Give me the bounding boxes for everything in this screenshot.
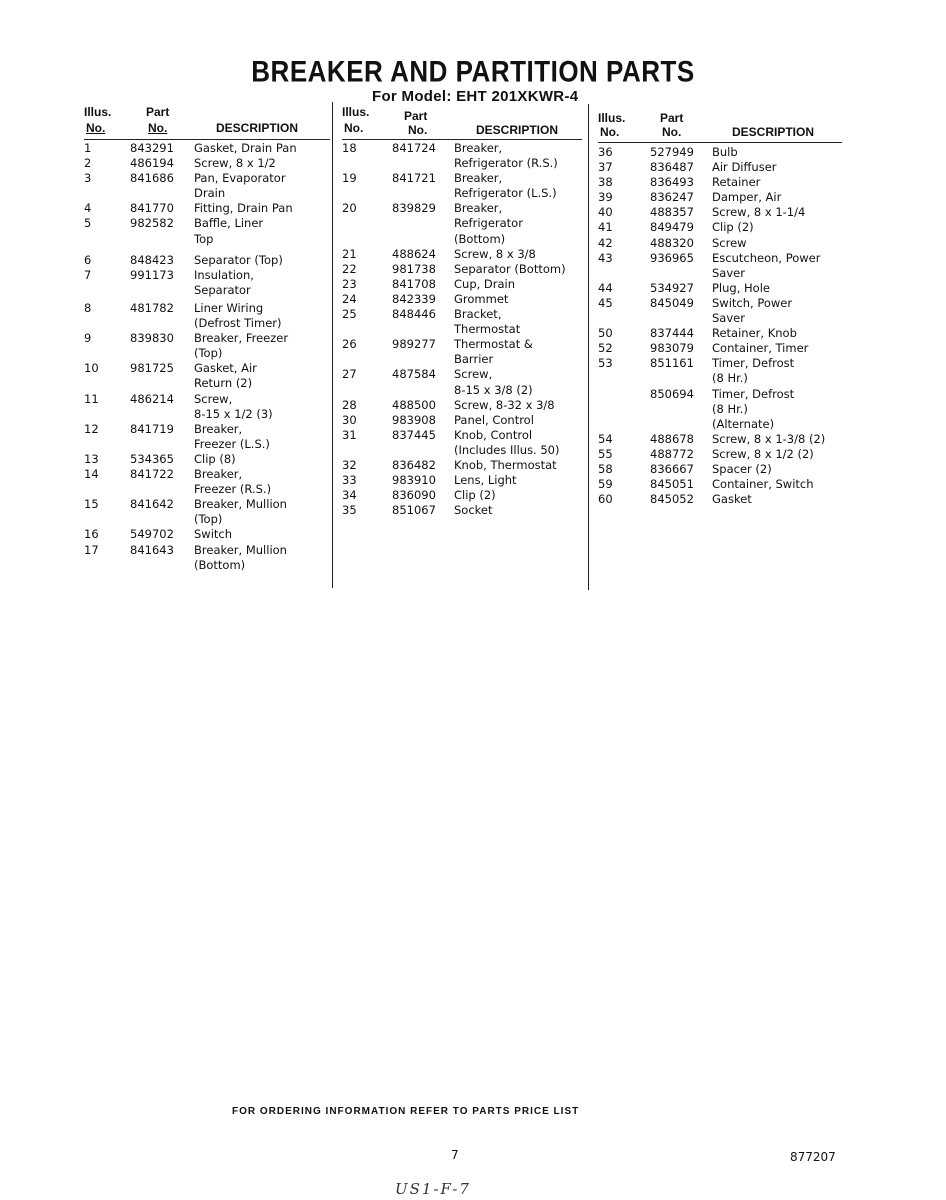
description-header: DESCRIPTION [216, 121, 299, 135]
illus-number: 24 [342, 291, 357, 306]
part-number: 836482 [392, 457, 436, 472]
parts-rows [598, 145, 842, 507]
part-description: Screw, 8 x 1-3/8 (2) [712, 431, 826, 446]
illus-number: 28 [342, 397, 357, 412]
illus-number: 3 [84, 171, 92, 186]
part-number: 486214 [130, 391, 174, 406]
part-number: 487584 [392, 367, 436, 382]
parts-rows [84, 141, 330, 573]
part-row [598, 296, 842, 326]
illus-number: 2 [84, 156, 92, 171]
part-number: 841686 [130, 171, 174, 186]
part-row [84, 392, 330, 422]
part-description: Retainer, Knob [712, 326, 797, 341]
part-description: Grommet [454, 291, 509, 306]
part-description: Knob, Control (Includes Illus. 50) [454, 427, 560, 457]
part-row [342, 171, 582, 201]
part-description: Separator (Top) [194, 252, 283, 267]
column-divider-1 [332, 102, 333, 588]
part-description: Damper, Air [712, 190, 782, 205]
part-description: Breaker, Mullion (Top) [194, 497, 287, 527]
illus-number: 50 [598, 326, 613, 341]
part-description: Switch [194, 527, 233, 542]
illus-header-1: Illus. [84, 105, 112, 119]
part-header-1: Part [404, 109, 428, 123]
part-number: 836493 [650, 175, 694, 190]
illus-number: 8 [84, 301, 92, 316]
part-number: 481782 [130, 301, 174, 316]
part-number: 836667 [650, 461, 694, 476]
illus-header-2: No. [86, 121, 106, 135]
part-header-1: Part [146, 105, 170, 119]
part-header-2: No. [148, 121, 168, 135]
part-row [342, 458, 582, 473]
illus-number: 16 [84, 527, 99, 542]
part-description: Clip (2) [712, 220, 754, 235]
part-row [342, 337, 582, 367]
part-number: 989277 [392, 337, 436, 352]
part-row [598, 205, 842, 220]
illus-number: 1 [84, 141, 92, 155]
part-header-1: Part [660, 111, 684, 125]
part-number: 982582 [130, 216, 174, 231]
part-description: Plug, Hole [712, 280, 770, 295]
part-description: Gasket, Drain Pan [194, 141, 297, 155]
part-row [84, 141, 330, 156]
part-number: 836487 [650, 160, 694, 175]
illus-number: 14 [84, 467, 99, 482]
part-number: 842339 [392, 291, 436, 306]
part-row [342, 201, 582, 246]
part-description: Panel, Control [454, 412, 534, 427]
part-description: Breaker, Freezer (L.S.) [194, 421, 270, 451]
part-row [84, 268, 330, 301]
part-description: Fitting, Drain Pan [194, 201, 293, 216]
illus-number: 42 [598, 235, 613, 250]
part-row [598, 432, 842, 447]
part-row [342, 307, 582, 337]
part-row [598, 236, 842, 251]
part-number: 848446 [392, 307, 436, 322]
illus-number: 27 [342, 367, 357, 382]
header-rule [84, 139, 330, 140]
part-description: Air Diffuser [712, 160, 777, 175]
part-row [598, 387, 842, 432]
illus-header-1: Illus. [342, 105, 370, 119]
part-description: Clip (8) [194, 451, 236, 466]
column-header [84, 105, 330, 141]
part-number: 488357 [650, 205, 694, 220]
part-number: 549702 [130, 527, 174, 542]
part-description: Gasket [712, 492, 752, 507]
part-number: 836247 [650, 190, 694, 205]
header-rule [598, 142, 842, 143]
part-number: 981725 [130, 361, 174, 376]
part-row [598, 220, 842, 235]
part-description: Screw, 8 x 1/2 (2) [712, 446, 814, 461]
page-title: BREAKER AND PARTITION PARTS [251, 53, 695, 89]
part-number: 843291 [130, 141, 174, 155]
illus-number: 34 [342, 488, 357, 503]
illus-number: 31 [342, 427, 357, 442]
illus-number: 33 [342, 473, 357, 488]
part-description: Separator (Bottom) [454, 261, 566, 276]
part-row [342, 367, 582, 397]
part-description: Bracket, Thermostat [454, 307, 521, 337]
part-number: 841721 [392, 171, 436, 186]
part-row [598, 447, 842, 462]
illus-number: 54 [598, 431, 613, 446]
part-row [598, 145, 842, 160]
illus-number: 52 [598, 341, 613, 356]
part-description: Breaker, Refrigerator (Bottom) [454, 201, 523, 246]
part-description: Container, Timer [712, 341, 809, 356]
illus-number: 17 [84, 542, 99, 557]
illus-number: 22 [342, 261, 357, 276]
illus-number: 4 [84, 201, 92, 216]
part-number: 851067 [392, 503, 436, 518]
part-row [342, 292, 582, 307]
parts-column-1 [84, 105, 330, 573]
header-rule [342, 139, 582, 140]
part-row [84, 331, 330, 361]
part-description: Liner Wiring (Defrost Timer) [194, 301, 282, 331]
part-row [598, 341, 842, 356]
part-description: Timer, Defrost (8 Hr.) [712, 356, 795, 386]
illus-number: 6 [84, 252, 92, 267]
part-description: Breaker, Mullion (Bottom) [194, 542, 287, 572]
part-description: Breaker, Refrigerator (L.S.) [454, 171, 557, 201]
illus-number: 36 [598, 145, 613, 159]
illus-number: 23 [342, 276, 357, 291]
part-row [598, 356, 842, 386]
part-number: 841642 [130, 497, 174, 512]
part-row [342, 473, 582, 488]
part-row [84, 201, 330, 216]
part-number: 841708 [392, 276, 436, 291]
part-row [84, 253, 330, 268]
illus-number: 25 [342, 307, 357, 322]
illus-number: 37 [598, 160, 613, 175]
illus-number: 5 [84, 216, 92, 231]
part-row [84, 467, 330, 497]
illus-header-2: No. [344, 121, 364, 135]
parts-column-2 [342, 105, 582, 518]
illus-number: 11 [84, 391, 99, 406]
part-number: 527949 [650, 145, 694, 159]
part-description: Retainer [712, 175, 761, 190]
part-number: 836090 [392, 488, 436, 503]
illus-number: 60 [598, 492, 613, 507]
part-description: Breaker, Refrigerator (R.S.) [454, 141, 558, 171]
part-number: 488624 [392, 246, 436, 261]
part-description: Escutcheon, Power Saver [712, 250, 821, 280]
part-description: Bulb [712, 145, 738, 159]
part-description: Thermostat & Barrier [454, 337, 533, 367]
part-description: Screw, 8 x 1/2 [194, 156, 276, 171]
model-subtitle: For Model: EHT 201XKWR-4 [372, 88, 579, 105]
illus-number: 15 [84, 497, 99, 512]
part-row [598, 492, 842, 507]
illus-number: 21 [342, 246, 357, 261]
part-row [84, 543, 330, 573]
part-row [342, 262, 582, 277]
part-number: 839830 [130, 331, 174, 346]
part-row [84, 527, 330, 542]
part-row [598, 160, 842, 175]
part-description: Switch, Power Saver [712, 295, 793, 326]
part-number: 845051 [650, 477, 694, 492]
part-header-2: No. [408, 123, 428, 137]
part-row [84, 497, 330, 527]
illus-number: 40 [598, 205, 613, 220]
illus-number: 58 [598, 461, 613, 476]
part-number: 850694 [650, 386, 694, 401]
illus-number: 44 [598, 280, 613, 295]
part-number: 936965 [650, 250, 694, 265]
part-row [342, 488, 582, 503]
part-row [342, 277, 582, 292]
part-row [84, 361, 330, 391]
illus-number: 39 [598, 190, 613, 205]
illus-header-1: Illus. [598, 111, 626, 125]
page-number: 7 [451, 1148, 459, 1162]
part-description: Baffle, Liner Top [194, 216, 264, 246]
part-row [598, 477, 842, 492]
column-divider-2 [588, 104, 589, 590]
part-number: 841724 [392, 141, 436, 155]
part-description: Spacer (2) [712, 461, 772, 476]
part-number: 534927 [650, 280, 694, 295]
document-number: 877207 [790, 1150, 836, 1164]
illus-number: 43 [598, 250, 613, 265]
part-number: 486194 [130, 156, 174, 171]
part-number: 488772 [650, 446, 694, 461]
part-number: 841770 [130, 201, 174, 216]
part-number: 981738 [392, 261, 436, 276]
part-description: Knob, Thermostat [454, 457, 557, 472]
parts-rows [342, 141, 582, 518]
part-number: 488678 [650, 431, 694, 446]
part-row [342, 503, 582, 518]
part-number: 845052 [650, 492, 694, 507]
illus-number: 12 [84, 421, 99, 436]
description-header: DESCRIPTION [732, 125, 815, 139]
part-description: Timer, Defrost (8 Hr.) (Alternate) [712, 386, 795, 431]
part-row [598, 281, 842, 296]
part-number: 991173 [130, 267, 174, 282]
part-row [84, 422, 330, 452]
part-description: Screw, 8-15 x 1/2 (3) [194, 391, 273, 421]
part-row [84, 216, 330, 252]
part-row [84, 156, 330, 171]
part-row [598, 462, 842, 477]
illus-number: 55 [598, 446, 613, 461]
column-header [342, 105, 582, 141]
part-description: Gasket, Air Return (2) [194, 361, 257, 391]
illus-number: 30 [342, 412, 357, 427]
part-description: Lens, Light [454, 473, 517, 488]
part-description: Breaker, Freezer (Top) [194, 331, 289, 361]
illus-number: 13 [84, 451, 99, 466]
part-number: 983908 [392, 412, 436, 427]
illus-number: 41 [598, 220, 613, 235]
illus-number: 9 [84, 331, 92, 346]
illus-number: 35 [342, 503, 357, 518]
illus-number: 59 [598, 477, 613, 492]
part-description: Insulation, Separator [194, 267, 254, 297]
part-row [598, 326, 842, 341]
part-description: Screw, 8-15 x 3/8 (2) [454, 367, 533, 397]
part-row [342, 141, 582, 171]
illus-number: 45 [598, 295, 613, 310]
illus-number: 38 [598, 175, 613, 190]
illus-number: 7 [84, 267, 92, 282]
illus-number: 53 [598, 356, 613, 371]
part-number: 841643 [130, 542, 174, 557]
part-header-2: No. [662, 125, 682, 139]
part-description: Container, Switch [712, 477, 814, 492]
illus-number: 20 [342, 201, 357, 216]
part-row [598, 190, 842, 205]
part-row [598, 251, 842, 281]
part-row [342, 428, 582, 458]
part-description: Pan, Evaporator Drain [194, 171, 286, 201]
part-number: 848423 [130, 252, 174, 267]
ordering-note: FOR ORDERING INFORMATION REFER TO PARTS PRICE LIST [232, 1106, 580, 1117]
part-number: 488320 [650, 235, 694, 250]
part-number: 534365 [130, 451, 174, 466]
part-number: 837444 [650, 326, 694, 341]
parts-column-3 [598, 105, 842, 507]
part-row [342, 247, 582, 262]
part-number: 983910 [392, 473, 436, 488]
part-row [342, 413, 582, 428]
illus-number: 26 [342, 337, 357, 352]
part-number: 851161 [650, 356, 694, 371]
part-number: 841722 [130, 467, 174, 482]
part-row [84, 171, 330, 201]
part-description: Breaker, Freezer (R.S.) [194, 467, 272, 497]
part-row [342, 398, 582, 413]
part-row [598, 175, 842, 190]
handwritten-note: US1-F-7 [395, 1180, 471, 1198]
part-row [84, 301, 330, 331]
illus-number: 32 [342, 457, 357, 472]
part-description: Socket [454, 503, 493, 518]
part-number: 845049 [650, 295, 694, 310]
part-description: Cup, Drain [454, 276, 516, 291]
illus-number: 18 [342, 141, 357, 155]
part-description: Clip (2) [454, 488, 496, 503]
description-header: DESCRIPTION [476, 123, 559, 137]
part-description: Screw [712, 235, 747, 250]
part-number: 841719 [130, 421, 174, 436]
part-number: 488500 [392, 397, 436, 412]
part-description: Screw, 8 x 1-1/4 [712, 205, 806, 220]
illus-header-2: No. [600, 125, 620, 139]
part-row [84, 452, 330, 467]
illus-number: 10 [84, 361, 99, 376]
part-description: Screw, 8-32 x 3/8 [454, 397, 555, 412]
column-header [598, 105, 842, 141]
illus-number: 19 [342, 171, 357, 186]
part-number: 839829 [392, 201, 436, 216]
part-number: 849479 [650, 220, 694, 235]
part-number: 837445 [392, 427, 436, 442]
part-description: Screw, 8 x 3/8 [454, 246, 536, 261]
part-number: 983079 [650, 341, 694, 356]
